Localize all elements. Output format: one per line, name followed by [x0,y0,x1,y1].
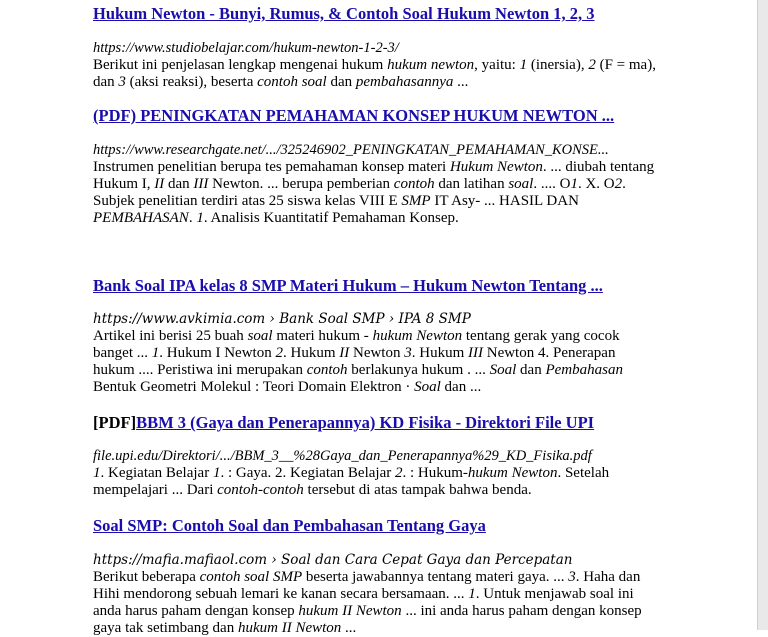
snippet-line [93,379,693,396]
snippet-text: materi hukum - [272,328,373,344]
highlighted-term: 2 [588,57,596,73]
snippet-text: Hihi mendorong sebuah lemari ke kanan secara bersamaan. ... [93,586,469,602]
snippet-text: banget ... [93,345,152,361]
result-title-link[interactable]: BBM 3 (Gaya dan Penerapannya) KD Fisika - Direktori File UPI [136,413,595,432]
snippet-line [93,362,693,379]
result-title [93,276,693,296]
result-snippet [93,569,693,637]
snippet-text: . Haha dan [575,569,641,585]
snippet-text: Newton. ... berupa pemberian [208,176,394,192]
highlighted-term: hukum II Newton [237,620,342,636]
highlighted-term: Pembahasan [545,362,623,378]
result-url: https://www.researchgate.net/.../325246902_PENINGKATAN_PEMAHAMAN_KONSE... [93,142,609,158]
snippet-text: (inersia), [527,57,589,73]
snippet-text: Subjek penelitian terdiri atas 25 siswa kelas VIII E [93,193,402,209]
snippet-text: . : Gaya. 2. Kegiatan Belajar [220,465,395,481]
highlighted-term: 3 [568,569,576,585]
snippet-line [93,569,693,586]
snippet-text: . Untuk menjawab soal ini [475,586,634,602]
highlighted-term: soal [508,176,534,192]
highlighted-term: PEMBAHASAN [93,210,189,226]
highlighted-term: 1 [468,586,476,602]
highlighted-term: soal [247,328,273,344]
result-url: file.upi.edu/Direktori/.../BBM_3__%28Gaya_dan_Penerapannya%29_KD_Fisika.pdf [93,448,592,464]
result-snippet [93,328,693,396]
snippet-text: gaya tak setimbang dan [93,620,238,636]
snippet-text: beserta jawabannya tentang materi gaya. ... [302,569,569,585]
snippet-text: . ... diubah tentang [542,159,655,175]
highlighted-term: II [339,345,350,361]
snippet-text: Berikut ini penjelasan lengkap mengenai hukum [93,57,388,73]
snippet-text: Artikel ini berisi 25 buah [93,328,248,344]
snippet-line [93,482,693,499]
snippet-text: berlakunya hukum . ... [347,362,490,378]
highlighted-term: hukum newton [387,57,475,73]
snippet-text: . X. O [577,176,615,192]
snippet-text: , yaitu: [474,57,520,73]
result-title [93,4,693,24]
highlighted-term: Hukum Newton [449,159,543,175]
highlighted-term: 1 [151,345,160,361]
search-result [93,413,693,499]
snippet-text: tersebut di atas tampak bahwa benda. [303,482,532,498]
result-snippet [93,57,693,91]
snippet-text: . [622,176,626,192]
highlighted-term: hukum Newton [372,328,463,344]
snippet-line [93,620,693,637]
highlighted-term: 2 [614,176,623,192]
highlighted-term: 2 [394,465,403,481]
snippet-text: ... ini anda harus paham dengan konsep [401,603,642,619]
snippet-line [93,328,693,345]
highlighted-term: 1 [196,210,204,226]
result-title-link[interactable]: Hukum Newton - Bunyi, Rumus, & Contoh Soal Hukum Newton 1, 2, 3 [93,4,595,23]
snippet-text: Hukum I, [93,176,155,192]
snippet-text: hukum .... Peristiwa ini merupakan [93,362,307,378]
snippet-line [93,586,693,603]
snippet-line [93,74,693,91]
snippet-text: . Setelah [557,465,610,481]
highlighted-term: 1 [519,57,528,73]
snippet-text: (F = ma), [595,57,656,73]
snippet-text: Bentuk Geometri Molekul : Teori Domain Elektron · [93,379,415,395]
snippet-text: anda harus paham dengan konsep [93,603,299,619]
highlighted-term: 2 [275,345,283,361]
result-url: https://www.studiobelajar.com/hukum-newton-1-2-3/ [93,40,399,56]
snippet-text: . Hukum I Newton [159,345,276,361]
highlighted-term: 1 [570,176,578,192]
highlighted-term: 1 [93,465,101,481]
result-url: https://www.avkimia.com › Bank Soal SMP › IPA 8 SMP [93,311,471,327]
snippet-line [93,193,693,210]
highlighted-term: III [467,345,483,361]
snippet-text: Newton 4. Penerapan [482,345,616,361]
snippet-text: tentang gerak yang cocok [462,328,620,344]
result-title-link[interactable]: Bank Soal IPA kelas 8 SMP Materi Hukum – Hukum Newton Tentang ... [93,276,603,295]
snippet-text: ... [341,620,357,636]
snippet-line [93,603,693,620]
snippet-text: Berikut beberapa [93,569,200,585]
result-title-link[interactable]: (PDF) PENINGKATAN PEMAHAMAN KONSEP HUKUM NEWTON ... [93,106,615,125]
result-title [93,106,693,126]
snippet-text: . : Hukum- [402,465,468,481]
snippet-line [93,176,693,193]
highlighted-term: 3 [404,345,412,361]
snippet-line [93,57,693,74]
highlighted-term: hukum Newton [467,465,558,481]
highlighted-term: II [154,176,165,192]
snippet-text: dan latihan [434,176,509,192]
highlighted-term: III [193,176,209,192]
highlighted-term: Soal [489,362,517,378]
page-edge [757,0,768,630]
snippet-text: IT Asy- ... HASIL DAN [430,193,579,209]
result-snippet [93,465,693,499]
search-result [93,106,693,227]
snippet-text: dan [516,362,546,378]
highlighted-term: contoh [306,362,348,378]
snippet-text: Instrumen penelitian berupa tes pemahaman konsep materi [93,159,450,175]
snippet-text: . Hukum [282,345,340,361]
result-snippet [93,159,693,227]
snippet-text: . Analisis Kuantitatif Pemahaman Konsep. [203,210,459,226]
highlighted-term: contoh [393,176,435,192]
result-title-link[interactable]: Soal SMP: Contoh Soal dan Pembahasan Tentang Gaya [93,516,486,535]
snippet-line [93,210,693,227]
highlighted-term: SMP [401,193,431,209]
highlighted-term: contoh soal [257,74,327,90]
snippet-text: dan ... [440,379,482,395]
snippet-text: . Hukum [411,345,468,361]
snippet-line [93,159,693,176]
snippet-line [93,465,693,482]
highlighted-term: pembahasannya [355,74,454,90]
snippet-text: . .... O [533,176,571,192]
highlighted-term: hukum II Newton [298,603,402,619]
result-url: https://mafia.mafiaol.com › Soal dan Cara Cepat Gaya dan Percepatan [93,552,573,568]
result-title [93,516,693,536]
pdf-badge: [PDF] [93,413,137,432]
highlighted-term: contoh soal SMP [199,569,303,585]
snippet-text: Newton [349,345,405,361]
result-title [93,413,693,433]
snippet-text: dan [164,176,194,192]
snippet-text: . Kegiatan Belajar [100,465,213,481]
highlighted-term: contoh-contoh [217,482,304,498]
snippet-line [93,345,693,362]
snippet-text: dan [326,74,356,90]
highlighted-term: Soal [414,379,441,395]
search-result [93,516,693,637]
snippet-text: ... [453,74,469,90]
snippet-text: (aksi reaksi), beserta [125,74,258,90]
snippet-text: dan [93,74,119,90]
search-result [93,276,693,396]
highlighted-term: 3 [118,74,126,90]
snippet-text: . [188,210,197,226]
search-result [93,4,693,91]
snippet-text: mempelajari ... Dari [93,482,218,498]
highlighted-term: 1 [212,465,221,481]
